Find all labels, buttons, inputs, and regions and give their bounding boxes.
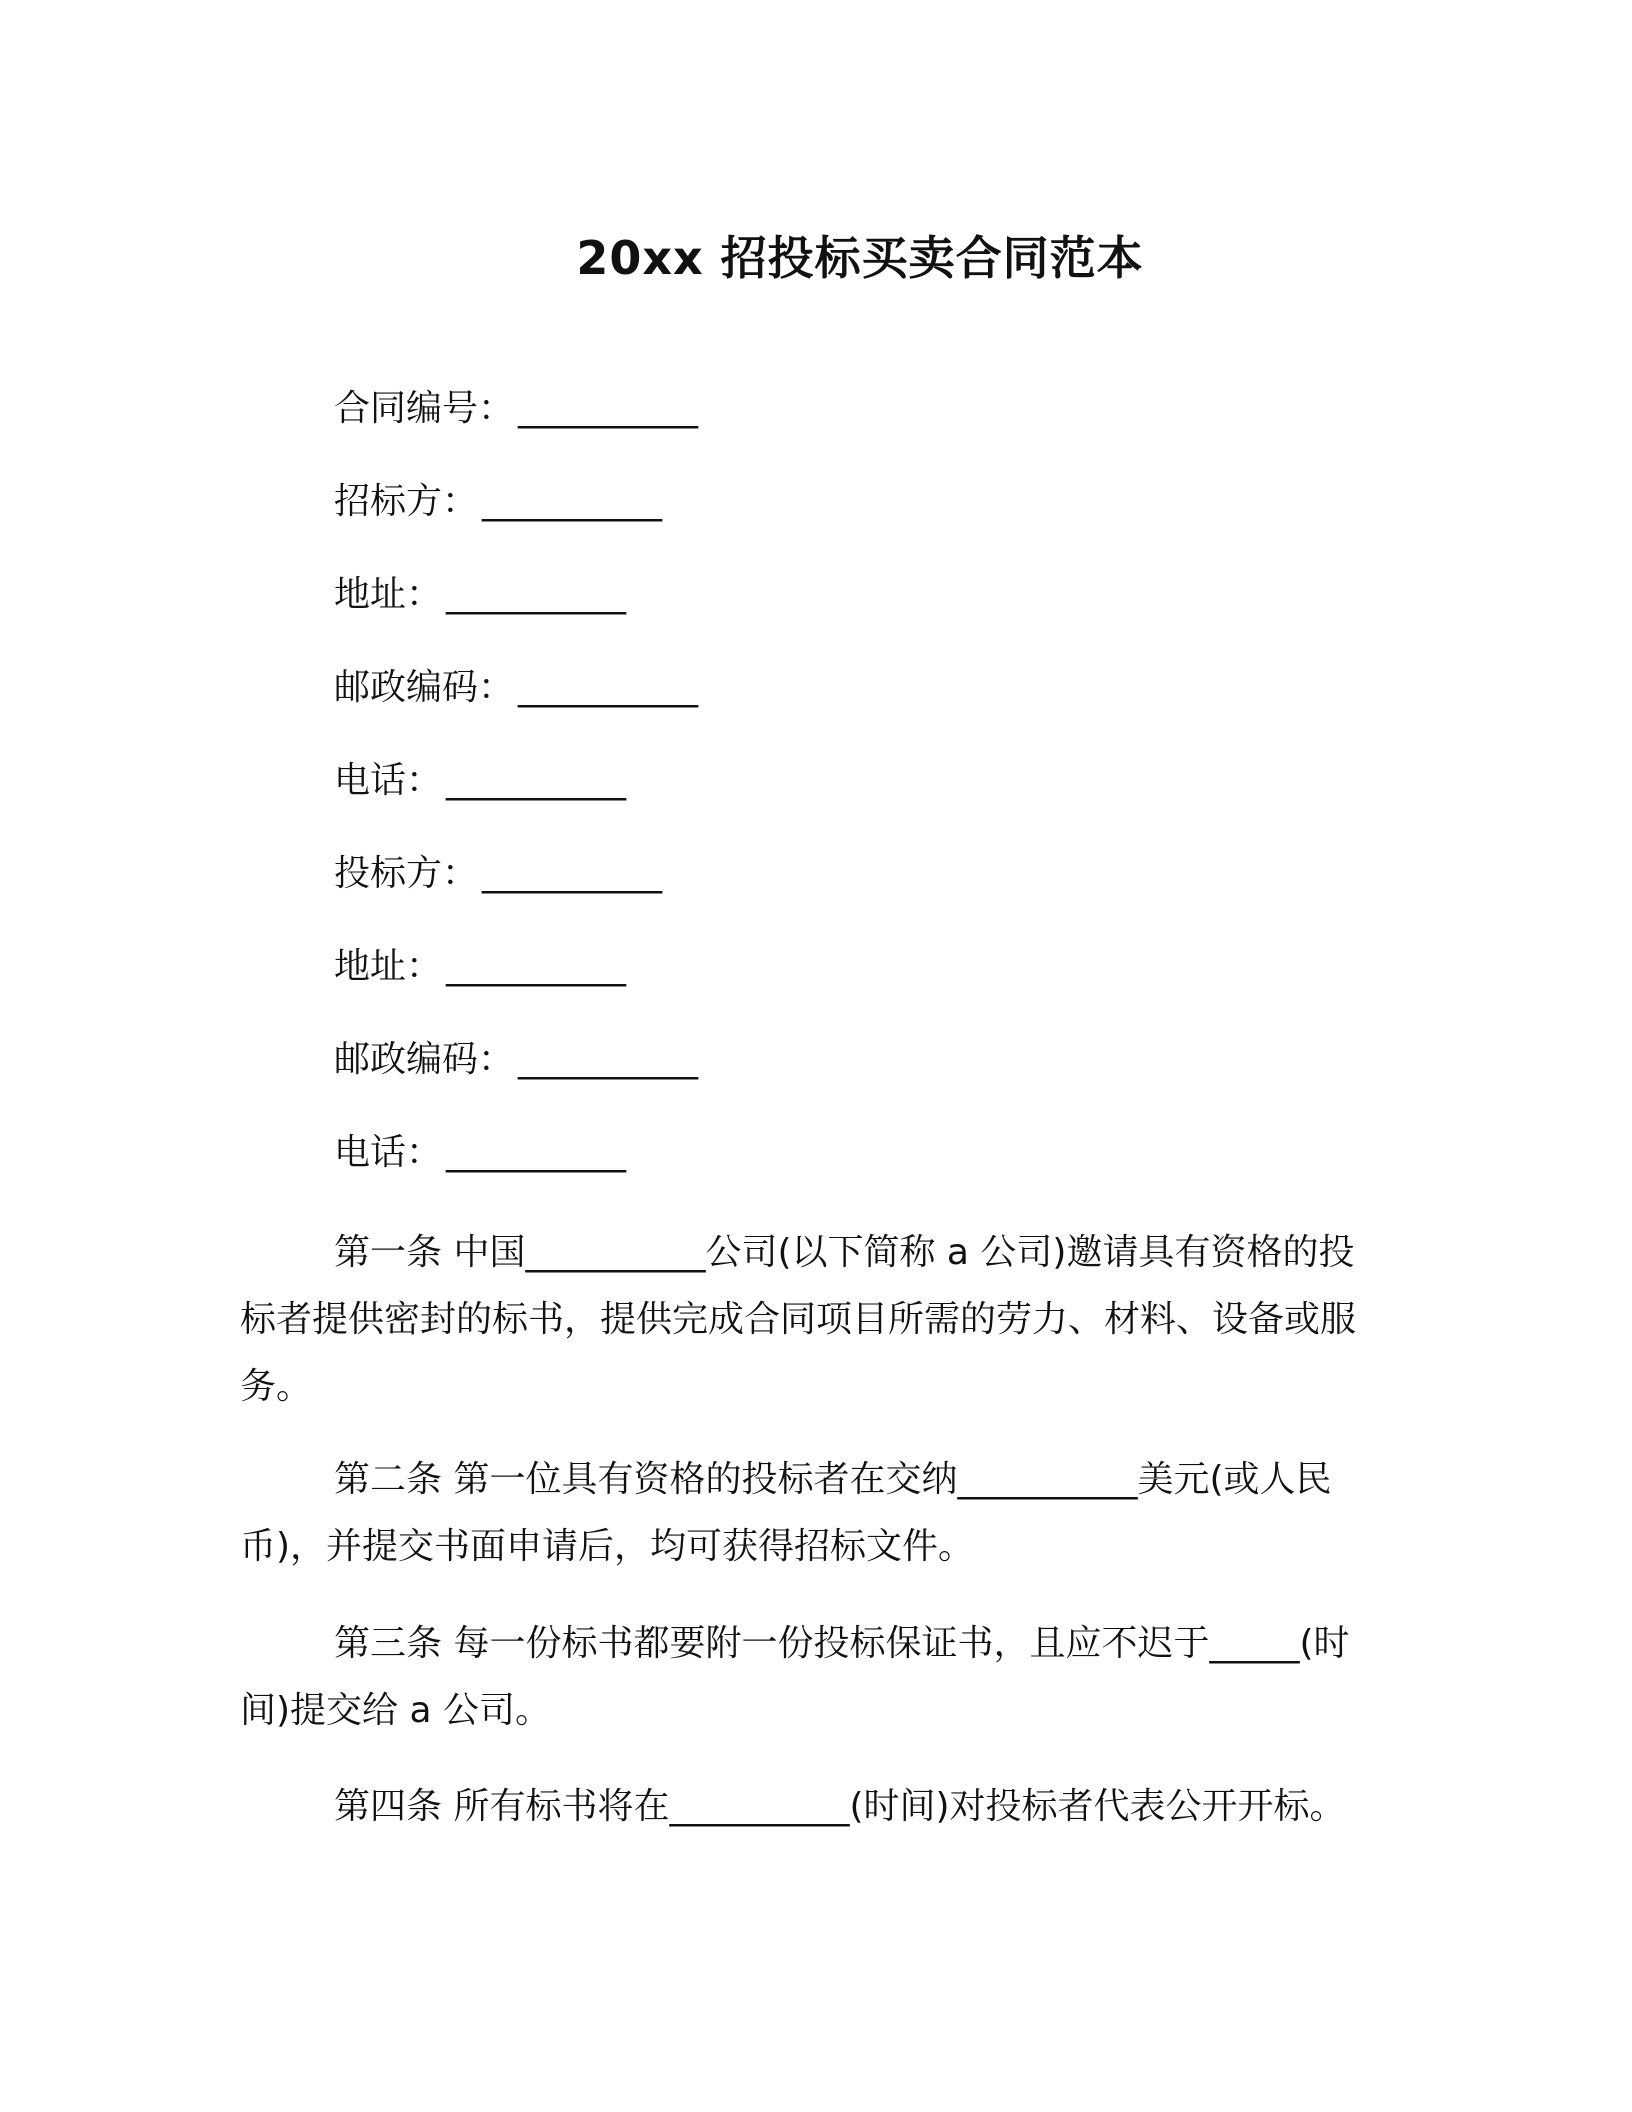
- field-label: 邮政编码：: [334, 1039, 515, 1080]
- field-blank: __________: [446, 760, 627, 801]
- field-label: 邮政编码：: [334, 667, 515, 708]
- field-label: 地址：: [334, 574, 443, 615]
- field-tenderer-phone: [334, 755, 698, 848]
- field-label: 电话：: [334, 760, 443, 801]
- field-label: 电话：: [334, 1132, 443, 1173]
- field-blank: __________: [446, 946, 627, 987]
- contract-header-fields: [334, 383, 698, 1220]
- field-label: 投标方：: [334, 853, 479, 894]
- field-blank: __________: [518, 388, 699, 429]
- document-title: 20xx 招投标买卖合同范本: [576, 231, 1144, 285]
- field-tenderer-address: [334, 569, 698, 662]
- field-blank: __________: [518, 1039, 699, 1080]
- article-2: 第二条 第一位具有资格的投标者在交纳__________美元(或人民币)，并提交书面申请后，均可获得招标文件。: [240, 1459, 1332, 1567]
- article-1: 第一条 中国__________公司(以下简称 a 公司)邀请具有资格的投标者提供密封的标书，提供完成合同项目所需的劳力、材料、设备或服务。: [240, 1232, 1357, 1407]
- article-4: 第四条 所有标书将在__________(时间)对投标者代表公开开标。: [334, 1786, 1346, 1827]
- field-bidder-address: [334, 941, 698, 1034]
- article-3: 第三条 每一份标书都要附一份投标保证书，且应不迟于_____(时间)提交给 a 公司。: [240, 1623, 1350, 1731]
- field-tenderer: [334, 476, 698, 569]
- field-bidder-postcode: [334, 1034, 698, 1127]
- field-blank: __________: [482, 481, 663, 522]
- field-bidder: [334, 848, 698, 941]
- field-label: 地址：: [334, 946, 443, 987]
- field-blank: __________: [518, 667, 699, 708]
- field-blank: __________: [482, 853, 663, 894]
- field-contract-number: [334, 383, 698, 476]
- field-label: 合同编号：: [334, 388, 515, 429]
- field-blank: __________: [446, 574, 627, 615]
- field-label: 招标方：: [334, 481, 479, 522]
- field-bidder-phone: [334, 1127, 698, 1220]
- field-blank: __________: [446, 1132, 627, 1173]
- field-tenderer-postcode: [334, 662, 698, 755]
